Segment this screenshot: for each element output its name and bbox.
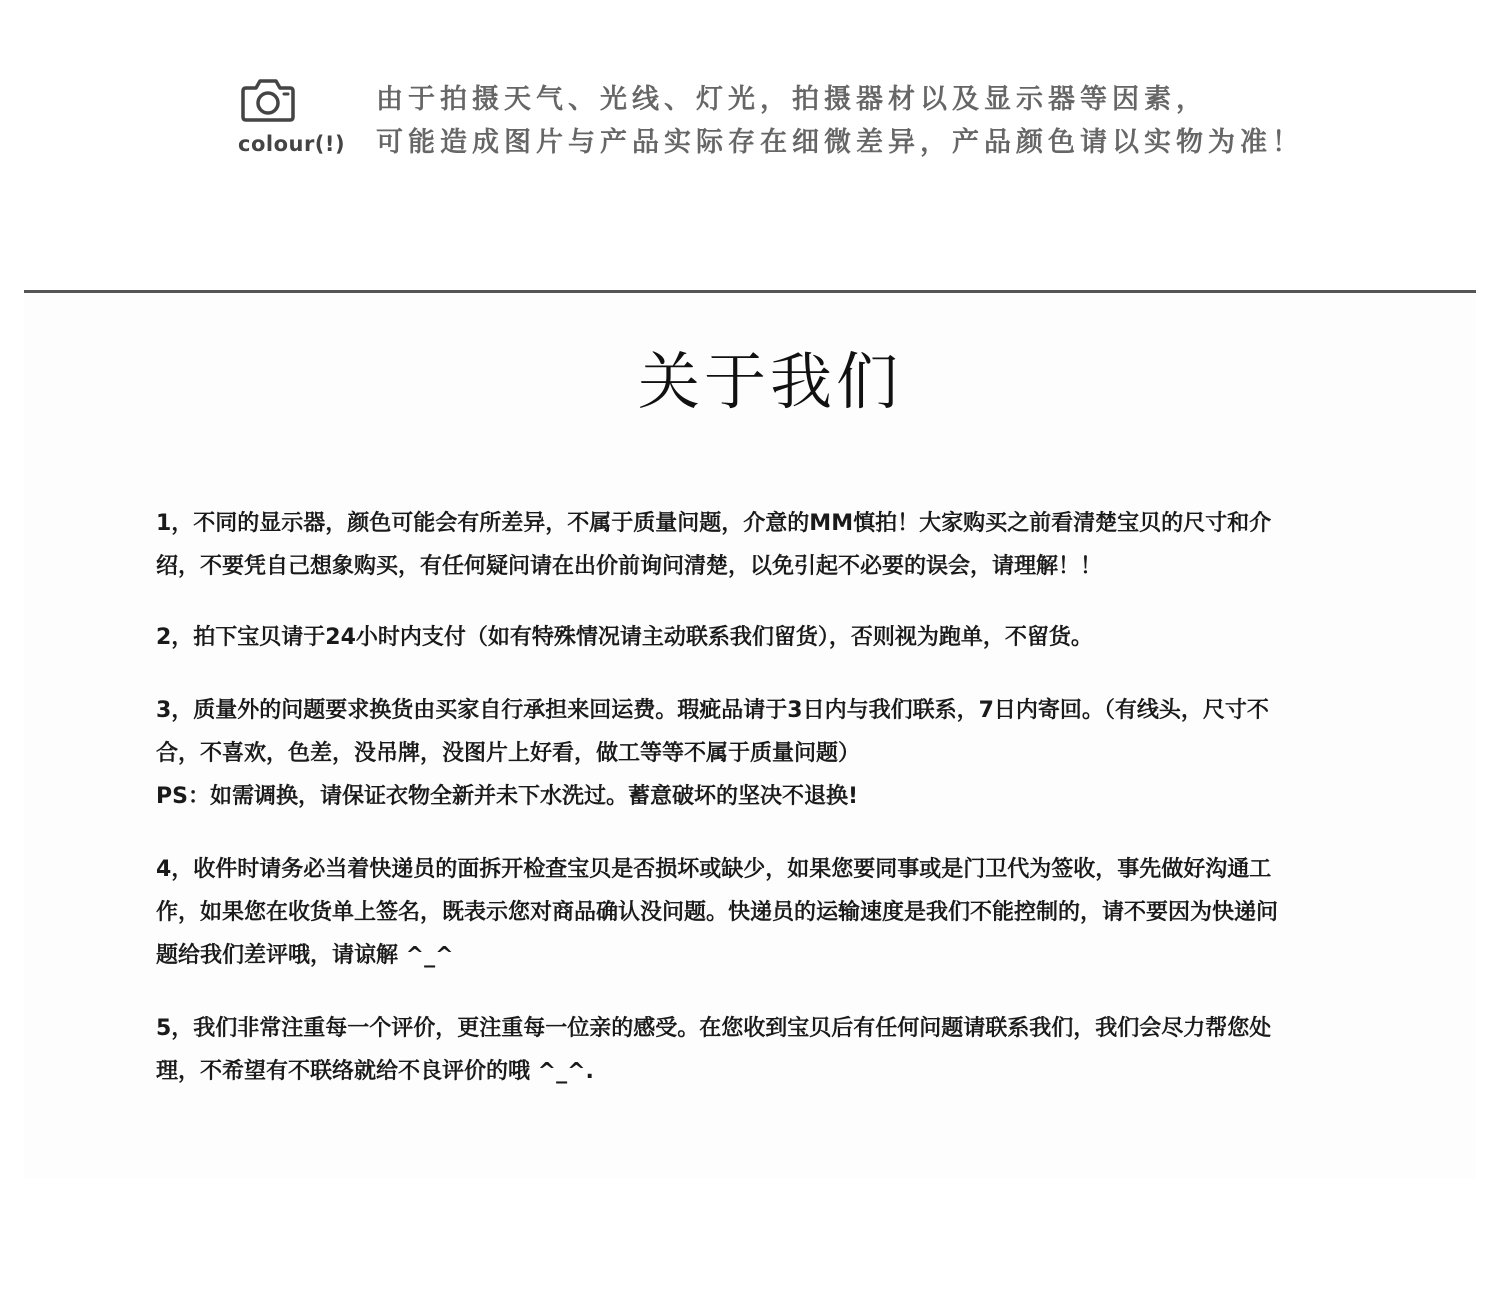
colour-label: colour(!) (238, 132, 346, 156)
camera-icon (240, 74, 296, 124)
term-line: 5，我们非常注重每一个评价，更注重每一位亲的感受。在您收到宝贝后有任何问题请联系我们，我们会尽力帮您处 (156, 1016, 1272, 1041)
term-line: 3，质量外的问题要求换货由买家自行承担来回运费。瑕疵品请于3日内与我们联系，7日内寄回。（有线头，尺寸不 (156, 698, 1269, 723)
term-line: 题给我们差评哦，请谅解 ^_^ (156, 943, 454, 968)
notice-text (376, 78, 1316, 164)
term-item-3 (156, 689, 1356, 818)
notice-line-1: 由于拍摄天气、光线、灯光，拍摄器材以及显示器等因素， (376, 84, 1208, 115)
camera-badge (236, 70, 356, 170)
term-line: 1，不同的显示器，颜色可能会有所差异，不属于质量问题，介意的MM慎拍！大家购买之前看清楚宝贝的尺寸和介 (156, 511, 1272, 536)
term-line: 理，不希望有不联络就给不良评价的哦 ^_^. (156, 1059, 594, 1084)
term-line: 4，收件时请务必当着快递员的面拆开检查宝贝是否损坏或缺少，如果您要同事或是门卫代为签收，事先做好沟通工 (156, 857, 1272, 882)
term-line: 作，如果您在收货单上签名，既表示您对商品确认没问题。快递员的运输速度是我们不能控制的，请不要因为快递问 (156, 900, 1279, 925)
term-line: 绍，不要凭自己想象购买，有任何疑问请在出价前询问清楚，以免引起不必要的误会，请理解！！ (156, 554, 1103, 579)
term-line: 2，拍下宝贝请于24小时内支付（如有特殊情况请主动联系我们留货），否则视为跑单，不留货。 (156, 625, 1093, 650)
terms-list (156, 502, 1356, 1093)
term-item-4 (156, 848, 1356, 977)
notice-line-2: 可能造成图片与产品实际存在细微差异，产品颜色请以实物为准！ (376, 127, 1304, 158)
term-line: PS：如需调换，请保证衣物全新并未下水洗过。蓄意破坏的坚决不退换! (156, 784, 859, 809)
term-line: 合，不喜欢，色差，没吊牌，没图片上好看，做工等等不属于质量问题） (156, 741, 861, 766)
term-item-5 (156, 1007, 1356, 1093)
color-notice (236, 70, 1316, 170)
page-title: 关于我们 (637, 345, 902, 418)
term-item-1 (156, 502, 1356, 588)
term-item-2 (156, 616, 1356, 659)
